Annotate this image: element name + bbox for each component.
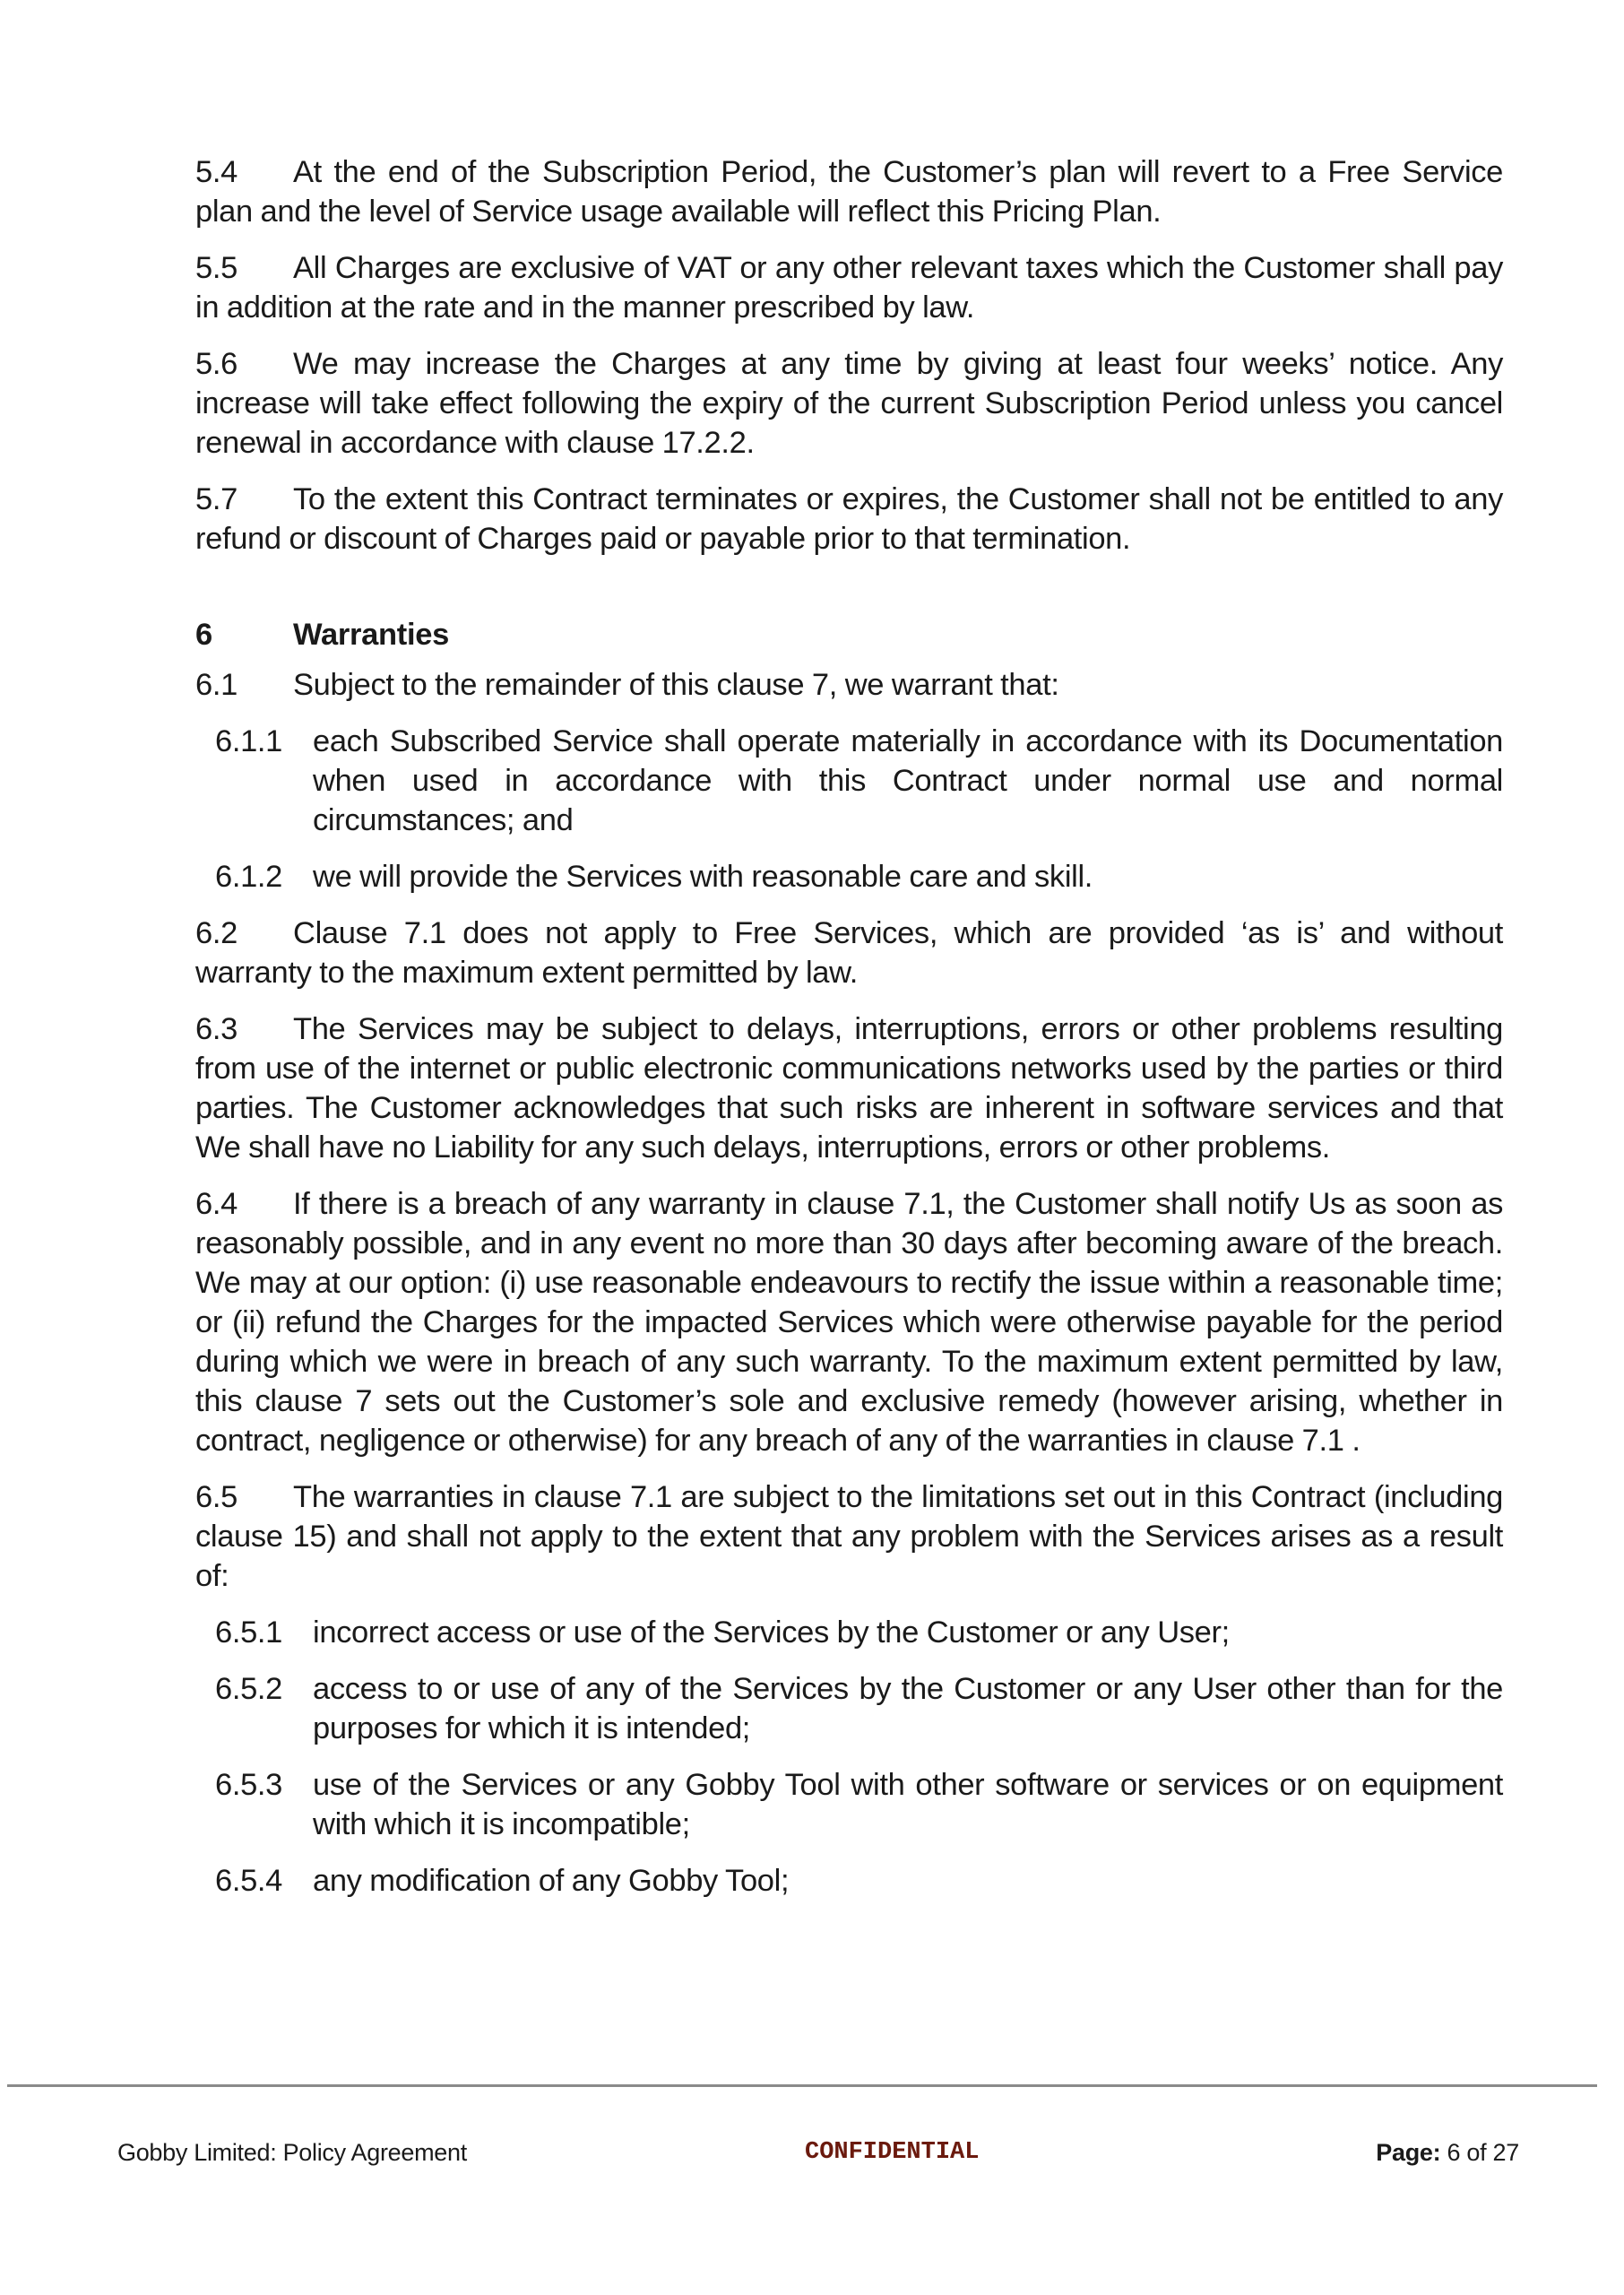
clause-number: 6.4	[195, 1187, 238, 1221]
section-number: 6	[195, 618, 212, 652]
clause-text: We may increase the Charges at any time by giving at least four weeks’ notice. Any increase will take effect following the expiry of the current Subscription Period unless you cancel renewal in accordance with clause 17.2.2.	[195, 347, 1503, 460]
footer-document-title: Gobby Limited: Policy Agreement	[117, 2139, 467, 2166]
clause-number: 5.5	[195, 251, 238, 285]
clause-6-5-3	[195, 1765, 1503, 1844]
clause-6-4	[195, 1184, 1503, 1460]
clause-number: 6.2	[195, 916, 238, 950]
clause-6-2	[195, 914, 1503, 992]
clause-text: Subject to the remainder of this clause 7, we warrant that:	[293, 668, 1059, 702]
clause-text: Clause 7.1 does not apply to Free Services, which are provided ‘as is’ and without warranty to the maximum extent permitted by law.	[195, 916, 1503, 990]
clause-text: The warranties in clause 7.1 are subject to the limitations set out in this Contract (including clause 15) and shall not apply to the extent that any problem with the Services arises as a result of:	[195, 1480, 1503, 1593]
clause-number: 6.5	[195, 1480, 238, 1514]
clause-text: If there is a breach of any warranty in clause 7.1, the Customer shall notify Us as soon as reasonably possible, and in any event no more than 30 days after becoming aware of the breach. We may at our option: (i) use reasonable endeavours to rectify the issue within a reasonable time; or (ii) refund the Charges for the impacted Services which were otherwise payable for the period during which we were in breach of any such warranty. To the maximum extent permitted by law, this clause 7 sets out the Customer’s sole and exclusive remedy (however arising, whether in contract, negligence or otherwise) for any breach of any of the warranties in clause 7.1 .	[195, 1187, 1503, 1458]
page-value: 6 of 27	[1447, 2139, 1519, 2166]
clause-6-1	[195, 665, 1503, 705]
subclause-text: any modification of any Gobby Tool;	[313, 1864, 790, 1898]
clause-5-7	[195, 480, 1503, 559]
clause-number: 5.6	[195, 347, 238, 381]
clause-text: At the end of the Subscription Period, the Customer’s plan will revert to a Free Service plan and the level of Service usage available will reflect this Pricing Plan.	[195, 155, 1503, 229]
subclause-text: access to or use of any of the Services by the Customer or any User other than for the purposes for which it is intended;	[313, 1672, 1503, 1745]
page-footer	[0, 2135, 1624, 2170]
page-body	[195, 152, 1503, 1918]
page-number	[1376, 2135, 1519, 2170]
section-title: Warranties	[293, 618, 450, 652]
clause-number: 6.3	[195, 1012, 238, 1046]
subclause-number: 6.1.2	[215, 860, 282, 894]
page-label: Page:	[1376, 2139, 1441, 2166]
clause-text: The Services may be subject to delays, interruptions, errors or other problems resulting from use of the internet or public electronic communications networks used by the parties or third parties. The Customer acknowledges that such risks are inherent in software services and that We shall have no Liability for any such delays, interruptions, errors or other problems.	[195, 1012, 1503, 1165]
clause-6-3	[195, 1009, 1503, 1167]
subclause-number: 6.5.2	[215, 1672, 282, 1706]
clause-6-1-1	[195, 722, 1503, 840]
clause-6-1-2	[195, 857, 1503, 896]
subclause-number: 6.5.1	[215, 1615, 282, 1650]
subclause-text: each Subscribed Service shall operate materially in accordance with its Documentation when used in accordance with this Contract under normal use and normal circumstances; and	[313, 724, 1503, 837]
subclause-number: 6.5.4	[215, 1864, 282, 1898]
subclause-number: 6.1.1	[215, 724, 282, 758]
clause-6-5-1	[195, 1613, 1503, 1652]
clause-6-5	[195, 1477, 1503, 1596]
clause-6-5-2	[195, 1669, 1503, 1748]
clause-number: 5.7	[195, 482, 238, 516]
clause-5-6	[195, 344, 1503, 463]
clause-number: 6.1	[195, 668, 238, 702]
footer-divider	[7, 2084, 1597, 2087]
confidential-label: CONFIDENTIAL	[805, 2139, 980, 2166]
section-heading-warranties	[195, 615, 1503, 654]
subclause-text: incorrect access or use of the Services by the Customer or any User;	[313, 1615, 1230, 1650]
clause-5-5	[195, 248, 1503, 327]
subclause-number: 6.5.3	[215, 1768, 282, 1802]
subclause-text: use of the Services or any Gobby Tool with other software or services or on equipment with which it is incompatible;	[313, 1768, 1503, 1841]
clause-text: To the extent this Contract terminates or expires, the Customer shall not be entitled to any refund or discount of Charges paid or payable prior to that termination.	[195, 482, 1503, 556]
clause-5-4	[195, 152, 1503, 231]
clause-6-5-4	[195, 1861, 1503, 1901]
clause-number: 5.4	[195, 155, 238, 189]
clause-text: All Charges are exclusive of VAT or any other relevant taxes which the Customer shall pay in addition at the rate and in the manner prescribed by law.	[195, 251, 1503, 325]
subclause-text: we will provide the Services with reasonable care and skill.	[313, 860, 1093, 894]
